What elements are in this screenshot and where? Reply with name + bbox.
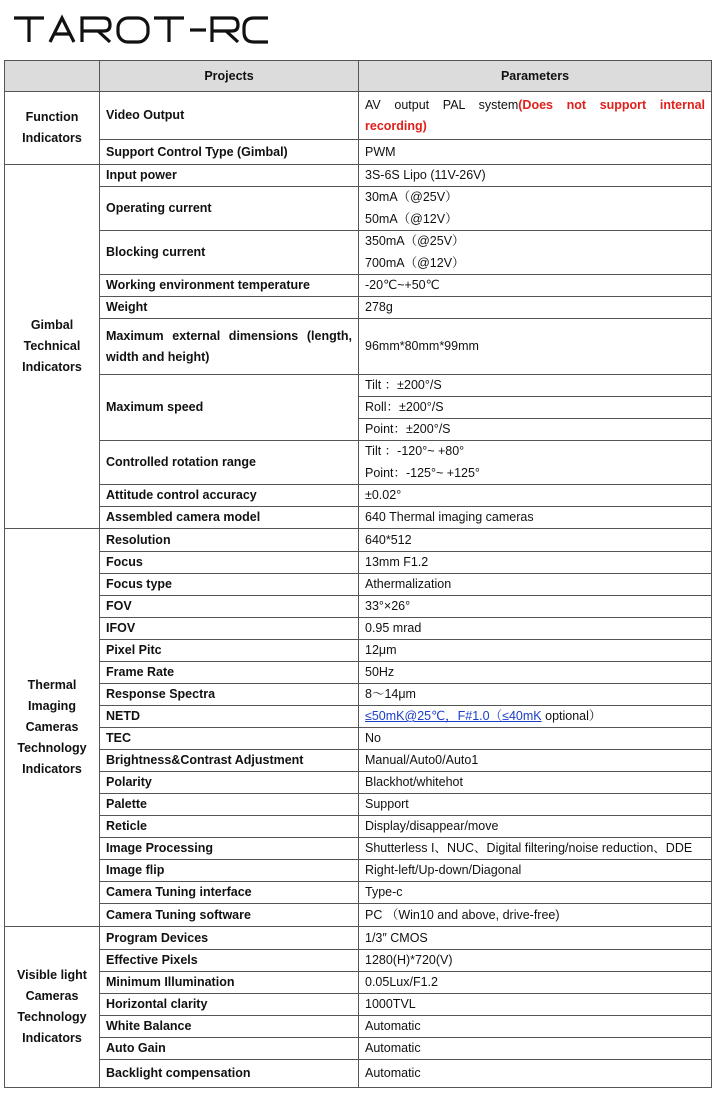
param-cell: Right-left/Up-down/Diagonal — [359, 860, 712, 882]
param-cell: PC （Win10 and above, drive-free) — [359, 904, 712, 927]
project-cell: Camera Tuning interface — [100, 882, 359, 904]
project-cell: TEC — [100, 728, 359, 750]
table-row — [5, 1016, 712, 1038]
param-cell: 8～14μm — [359, 684, 712, 706]
param-cell — [359, 187, 712, 231]
table-row — [5, 507, 712, 529]
param-cell: Display/disappear/move — [359, 816, 712, 838]
video-output-text: AV output PAL system — [365, 97, 519, 112]
project-cell: Assembled camera model — [100, 507, 359, 529]
param-cell: Manual/Auto0/Auto1 — [359, 750, 712, 772]
param-cell: 3S-6S Lipo (11V-26V) — [359, 165, 712, 187]
project-cell: Reticle — [100, 816, 359, 838]
table-row — [5, 231, 712, 275]
param-line: 350mA（@25V） — [365, 234, 465, 248]
project-cell: Minimum Illumination — [100, 972, 359, 994]
param-cell: 50Hz — [359, 662, 712, 684]
param-cell: 96mm*80mm*99mm — [359, 319, 712, 375]
netd-link-a[interactable]: ≤50mK@25℃，F#1.0（ — [365, 709, 503, 723]
table-row — [5, 375, 712, 441]
table-row — [5, 794, 712, 816]
param-cell: 0.95 mrad — [359, 618, 712, 640]
project-cell: Working environment temperature — [100, 275, 359, 297]
project-cell: Attitude control accuracy — [100, 485, 359, 507]
param-cell — [359, 231, 712, 275]
project-cell: Horizontal clarity — [100, 994, 359, 1016]
project-cell: Auto Gain — [100, 1038, 359, 1060]
table-row — [5, 596, 712, 618]
param-cell: Athermalization — [359, 574, 712, 596]
param-cell: 12μm — [359, 640, 712, 662]
project-cell: Frame Rate — [100, 662, 359, 684]
project-cell: Maximum external dimensions (length, width and height) — [100, 319, 359, 375]
project-cell: Palette — [100, 794, 359, 816]
param-cell: Support — [359, 794, 712, 816]
table-row — [5, 165, 712, 187]
header-category — [5, 61, 100, 92]
param-cell: 640*512 — [359, 529, 712, 552]
project-cell: White Balance — [100, 1016, 359, 1038]
project-cell: Weight — [100, 297, 359, 319]
param-cell: Automatic — [359, 1060, 712, 1088]
param-cell: Type-c — [359, 882, 712, 904]
table-row — [5, 816, 712, 838]
project-cell: Pixel Pitc — [100, 640, 359, 662]
param-cell — [359, 375, 712, 441]
param-line: Point：±200°/S — [365, 422, 451, 436]
table-row — [5, 552, 712, 574]
param-line: Roll：±200°/S — [359, 397, 711, 419]
table-row — [5, 706, 712, 728]
param-cell: Automatic — [359, 1038, 712, 1060]
table-row — [5, 950, 712, 972]
table-row — [5, 927, 712, 950]
param-cell — [359, 441, 712, 485]
project-cell: IFOV — [100, 618, 359, 640]
project-cell: Camera Tuning software — [100, 904, 359, 927]
param-cell: 1280(H)*720(V) — [359, 950, 712, 972]
project-cell: Image flip — [100, 860, 359, 882]
param-cell: 1/3″ CMOS — [359, 927, 712, 950]
param-line: 700mA（@12V） — [365, 255, 465, 270]
table-row — [5, 972, 712, 994]
param-line: Tilt ：-120°~ +80° — [365, 444, 465, 458]
table-row — [5, 994, 712, 1016]
category-gimbal: Gimbal Technical Indicators — [5, 165, 100, 529]
header-projects: Projects — [100, 61, 359, 92]
table-row — [5, 772, 712, 794]
project-cell: Maximum speed — [100, 375, 359, 441]
tarot-rc-logo — [10, 8, 270, 48]
table-row — [5, 1038, 712, 1060]
project-cell: Program Devices — [100, 927, 359, 950]
table-row — [5, 684, 712, 706]
table-row — [5, 319, 712, 375]
project-cell: Effective Pixels — [100, 950, 359, 972]
category-visible-light: Visible light Cameras Technology Indicators — [5, 927, 100, 1088]
project-cell: Response Spectra — [100, 684, 359, 706]
param-cell — [359, 92, 712, 140]
project-cell: Resolution — [100, 529, 359, 552]
param-cell: ±0.02° — [359, 485, 712, 507]
header-parameters: Parameters — [359, 61, 712, 92]
param-cell: 13mm F1.2 — [359, 552, 712, 574]
param-cell: 0.05Lux/F1.2 — [359, 972, 712, 994]
video-output-note: (Does not support internal recording) — [365, 97, 706, 133]
table-row — [5, 574, 712, 596]
param-cell: -20℃~+50℃ — [359, 275, 712, 297]
table-row — [5, 860, 712, 882]
netd-link-b[interactable]: ≤40mK — [502, 709, 542, 723]
table-row — [5, 297, 712, 319]
project-cell: Controlled rotation range — [100, 441, 359, 485]
specification-table — [4, 60, 712, 1088]
header-row — [5, 61, 712, 92]
project-cell: Brightness&Contrast Adjustment — [100, 750, 359, 772]
project-cell: Polarity — [100, 772, 359, 794]
project-cell: Backlight compensation — [100, 1060, 359, 1088]
project-cell: Video Output — [100, 92, 359, 140]
param-cell: Blackhot/whitehot — [359, 772, 712, 794]
table-row — [5, 882, 712, 904]
param-cell: 278g — [359, 297, 712, 319]
param-line: 30mA（@25V） — [365, 190, 458, 204]
table-row — [5, 140, 712, 165]
table-row — [5, 838, 712, 860]
table-row — [5, 529, 712, 552]
param-line: Point：-125°~ +125° — [365, 465, 480, 480]
project-cell: Input power — [100, 165, 359, 187]
table-row — [5, 750, 712, 772]
param-cell: Automatic — [359, 1016, 712, 1038]
project-cell: Focus type — [100, 574, 359, 596]
project-cell: Operating current — [100, 187, 359, 231]
param-cell: No — [359, 728, 712, 750]
table-row — [5, 728, 712, 750]
param-cell: Shutterless I、NUC、Digital filtering/noise reduction、DDE — [359, 838, 712, 860]
param-cell: PWM — [359, 140, 712, 165]
netd-optional: optional） — [541, 709, 602, 723]
param-cell — [359, 706, 712, 728]
table-row — [5, 618, 712, 640]
table-row — [5, 187, 712, 231]
project-cell: FOV — [100, 596, 359, 618]
project-cell: Focus — [100, 552, 359, 574]
project-cell: Blocking current — [100, 231, 359, 275]
table-row — [5, 640, 712, 662]
project-cell: Image Processing — [100, 838, 359, 860]
project-cell: NETD — [100, 706, 359, 728]
param-cell: 640 Thermal imaging cameras — [359, 507, 712, 529]
table-row — [5, 441, 712, 485]
param-cell: 1000TVL — [359, 994, 712, 1016]
param-cell: 33°×26° — [359, 596, 712, 618]
table-row — [5, 92, 712, 140]
category-thermal: Thermal Imaging Cameras Technology Indicators — [5, 529, 100, 927]
table-row — [5, 275, 712, 297]
param-line: 50mA（@12V） — [365, 211, 458, 226]
table-row — [5, 662, 712, 684]
table-row — [5, 485, 712, 507]
param-line: Tilt ：±200°/S — [359, 375, 711, 397]
table-row — [5, 904, 712, 927]
table-row — [5, 1060, 712, 1088]
category-function: Function Indicators — [5, 92, 100, 165]
project-cell: Support Control Type (Gimbal) — [100, 140, 359, 165]
